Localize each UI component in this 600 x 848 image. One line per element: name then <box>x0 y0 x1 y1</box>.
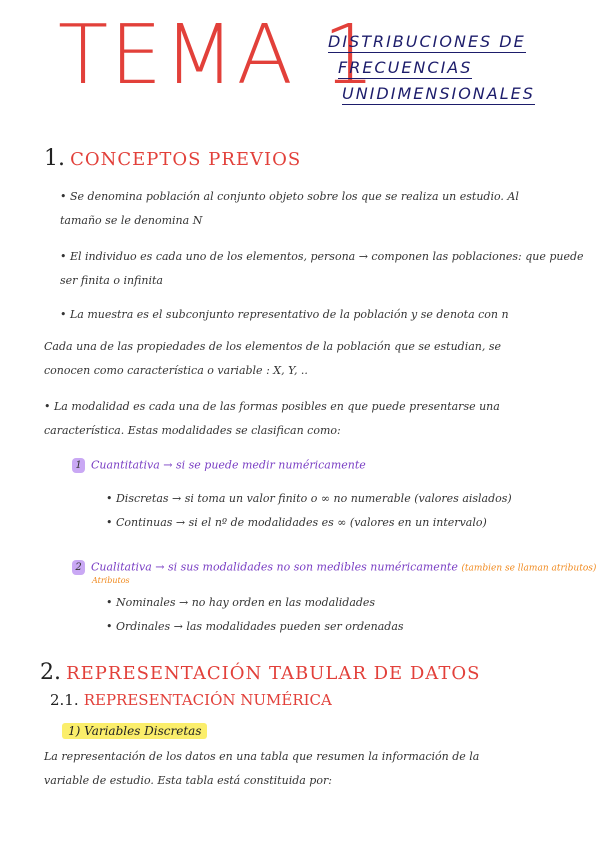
cuantitativa-line: 1 Cuantitativa → si se puede medir numéricamente <box>72 458 366 473</box>
section2-para-line2: variable de estudio. Esta tabla está constituida por: <box>44 774 332 787</box>
discretas-item: • Discretas → si toma un valor finito o ∞ no numerable (valores aislados) <box>106 492 512 505</box>
bullet-modalidad-line1: • La modalidad es cada una de las formas posibles en que puede presentarse una <box>44 400 500 413</box>
purple-number-marker: 1 <box>72 458 85 473</box>
para-variable-line2: conocen como característica o variable : X, Y, .. <box>44 364 308 377</box>
section1-heading: 1. CONCEPTOS PREVIOS <box>44 146 302 171</box>
nominales-item: • Nominales → no hay orden en las modalidades <box>106 596 376 609</box>
subtitle-line-1: DISTRIBUCIONES DE <box>328 32 526 51</box>
bullet-poblacion-line2: tamaño se le denomina N <box>60 214 203 227</box>
para-variable-line1: Cada una de las propiedades de los elementos de la población que se estudian, se <box>44 340 501 353</box>
atributos-note: Atributos <box>92 576 130 585</box>
bullet-modalidad-line2: característica. Estas modalidades se clasifican como: <box>44 424 341 437</box>
cualitativa-line: 2 Cualitativa → si sus modalidades no son medibles numéricamente (tambien se llaman atributos) <box>72 560 596 575</box>
continuas-item: • Continuas → si el nº de modalidades es ∞ (valores en un intervalo) <box>106 516 487 529</box>
bullet-individuo-line1: • El individuo es cada uno de los elementos, persona → componen las poblaciones: que puede <box>60 250 584 263</box>
section2-heading: 2. REPRESENTACIÓN TABULAR DE DATOS <box>40 660 481 685</box>
variables-discretas-label: 1) Variables Discretas <box>62 724 207 738</box>
bullet-poblacion-line1: • Se denomina población al conjunto objeto sobre los que se realiza un estudio. Al <box>60 190 519 203</box>
bullet-individuo-line2: ser finita o infinita <box>60 274 163 287</box>
ordinales-item: • Ordinales → las modalidades pueden ser ordenadas <box>106 620 404 633</box>
subtitle-line-3: UNIDIMENSIONALES <box>342 84 535 103</box>
tema-title: TEMA 1 <box>58 8 377 103</box>
section2-para-line1: La representación de los datos en una tabla que resumen la información de la <box>44 750 480 763</box>
subtitle-line-2: FRECUENCIAS <box>338 58 473 77</box>
section2-1-heading: 2.1. REPRESENTACIÓN NUMÉRICA <box>50 691 332 709</box>
purple-number-marker: 2 <box>72 560 85 575</box>
bullet-muestra: • La muestra es el subconjunto representativo de la población y se denota con n <box>60 308 509 321</box>
